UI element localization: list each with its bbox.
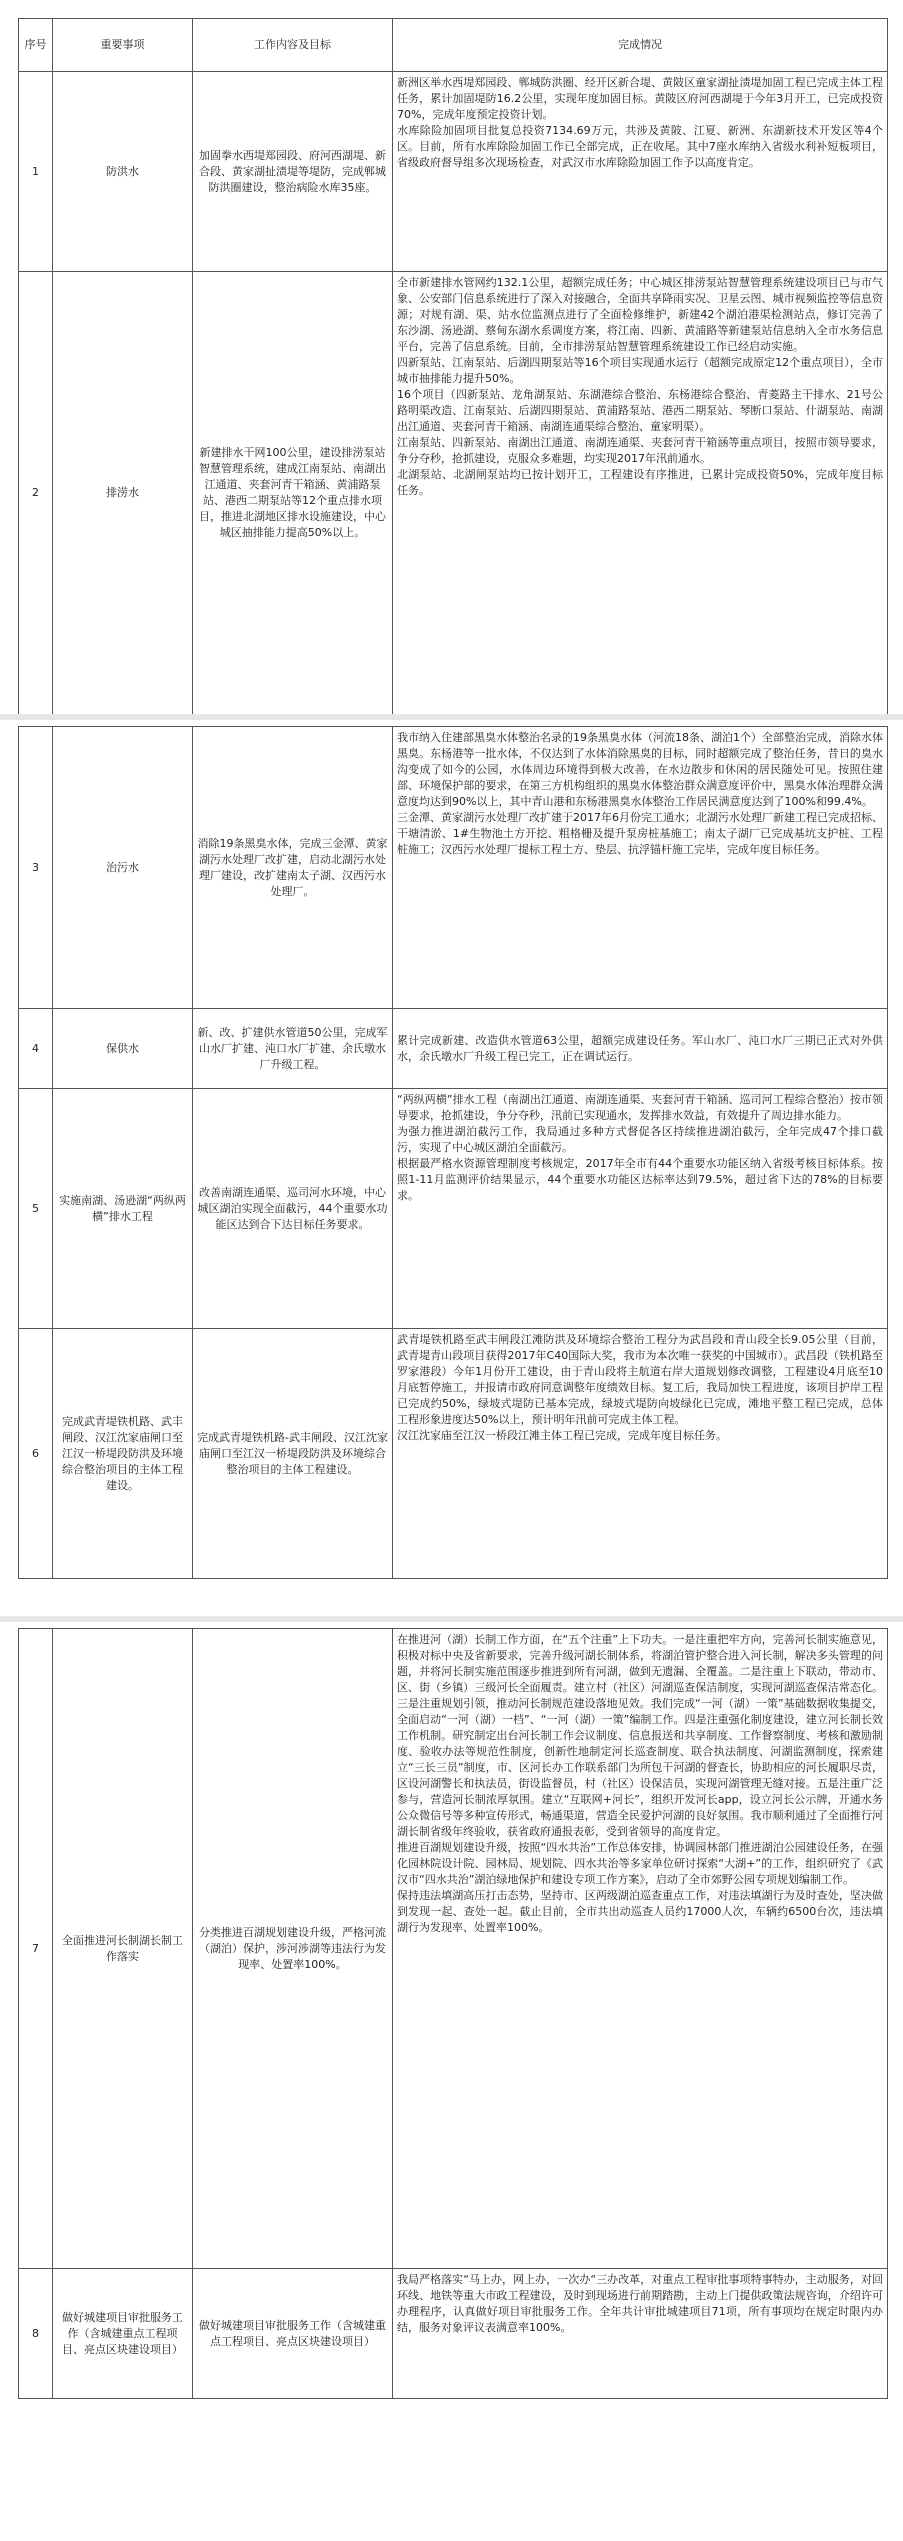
row-goal: 新建排水干网100公里，建设排涝泵站智慧管理系统，建成江南泵站、南湖出江通道、夹套河青干箱涵、黄浦路泵站、港西二期泵站等12个重点排水项目，推进北湖地区排水设施建设，中心城区抽排能力提高50%以上。 [193, 272, 393, 715]
status-table-part-1 [18, 18, 888, 715]
row-item: 防洪水 [53, 72, 193, 272]
header-item: 重要事项 [53, 19, 193, 72]
table-row [19, 1329, 888, 1579]
document-page-3 [18, 1628, 887, 2399]
row-goal: 分类推进百湖规划建设升级，严格河流（湖泊）保护，涉河涉湖等违法行为发现率、处置率100%。 [193, 1629, 393, 2269]
document-page-2 [18, 726, 887, 1579]
row-no: 1 [19, 72, 53, 272]
row-status: 我市纳入住建部黑臭水体整治名录的19条黑臭水体（河流18条、湖泊1个）全部整治完成，消除水体黑臭。东杨港等一批水体，不仅达到了水体消除黑臭的目标，同时超额完成了整治任务，昔日的臭水沟变成了如今的公园，水体周边环境得到极大改善，在水边散步和休闲的居民随处可见。按照住建部、环境保护部的要求，在第三方机构组织的黑臭水体整治群众满意度评价中，黑臭水体治理群众满意度均达到90%以上，其中青山港和东杨港黑臭水体整治工作居民满意度达到了100%和99.4%。 三金潭、黄家湖污水处理厂改扩建于2017年6月份完工通水；北湖污水处理厂新建工程已完成招标、干塘清淤、1#生物池土方开挖、粗格栅及提升泵房桩基施工；南太子湖厂已完成基坑支护桩、工程桩施工；汉西污水处理厂提标工程土方、垫层、抗浮锚杆施工完毕，完成年度目标任务。 [393, 727, 888, 1009]
row-status: 我局严格落实“马上办，网上办，一次办“三办改革，对重点工程审批事项特事特办，主动服务，对回环线、地铁等重大市政工程建设，及时到现场进行前期踏勘，主动上门提供政策法规咨询，介绍许可办理程序，认真做好项目审批服务工作。全年共计审批城建项目71项，所有事项均在规定时限内办结，服务对象评议表满意率100%。 [393, 2269, 888, 2399]
header-no: 序号 [19, 19, 53, 72]
row-status: 在推进河（湖）长制工作方面，在“五个注重”上下功夫。一是注重把牢方向，完善河长制实施意见，积极对标中央及省新要求，完善升级河湖长制体系，将湖泊管护整合进入河长制，解决多头管理的问题，并将河长制实施范围逐步推进到所有河湖，做到无遗漏、全覆盖。二是注重上下联动，带动市、区、街（乡镇）三级河长全面履责。建立村（社区）河湖巡查保洁制度，实现河湖巡查保洁常态化。三是注重规划引领，推动河长制规范建设落地见效。我们完成“一河（湖）一策”基础数据收集提交，全面启动“一河（湖）一档”、“一河（湖）一策”编制工作。四是注重强化制度建设，建立河长制长效工作机制。研究制定出台河长制工作会议制度、信息报送和共享制度、工作督察制度、考核和激励制度、验收办法等规范性制度，创新性地制定河长巡查制度、联合执法制度、河湖监测制度，探索建立“三长三员”制度，市、区河长办工作联系部门为所包干河湖的督查长，协助相应的河长履职尽责，区设河湖警长和执法员，街设监督员，村（社区）设保洁员，实现河湖管理无缝对接。五是注重广泛参与，营造河长制浓厚氛围。建立“互联网+河长”，组织开发河长app，设立河长公示牌，开通水务公众微信号等多种宣传形式，畅通渠道，营造全民爱护河湖的良好氛围。我市顺利通过了全面推行河湖长制省级年终验收，获省政府通报表彰，受到省领导的高度肯定。 推进百湖规划建设升级，按照“四水共治”工作总体安排，协调园林部门推进湖泊公园建设任务，在强化园林院设计院、园林局、规划院、四水共治等多家单位研讨探索“大湖+”的工作，组织研究了《武汉市“四水共治”湖泊绿地保护和建设专项工作方案》，启动了全市郊野公园专项规划编制工作。 保持违法填湖高压打击态势，坚持市、区两级湖泊巡查重点工作，对违法填湖行为及时查处，坚决做到发现一起、查处一起。截止目前，全市共出动巡查人员约17000人次，车辆约6500台次，违法填湖行为发现率、处置率100%。 [393, 1629, 888, 2269]
row-no: 3 [19, 727, 53, 1009]
row-no: 5 [19, 1089, 53, 1329]
row-status: 新洲区举水西堤郑园段、郸城防洪圈、经开区新合堤、黄陂区童家湖扯渍堤加固工程已完成主体工程任务，累计加固堤防16.2公里，实现年度加固目标。黄陂区府河西湖堤于今年3月开工，已完成投资70%，完成年度预定投资计划。 水库除险加固项目批复总投资7134.69万元，共涉及黄陂、江夏、新洲、东湖新技术开发区等4个区。目前，所有水库除险加固工作已全部完成，正在收尾。其中7座水库纳入省级水利补短板项目，省级政府督导组多次现场检查，对武汉市水库除险加固工作予以高度肯定。 [393, 72, 888, 272]
table-row [19, 1629, 888, 2269]
row-goal: 完成武青堤铁机路-武丰闸段、汉江沈家庙闸口至江汉一桥堤段防洪及环境综合整治项目的主体工程建设。 [193, 1329, 393, 1579]
table-row [19, 272, 888, 715]
row-no: 2 [19, 272, 53, 715]
status-table-part-2 [18, 726, 888, 1579]
row-goal: 做好城建项目审批服务工作（含城建重点工程项目、亮点区块建设项目） [193, 2269, 393, 2399]
table-row [19, 727, 888, 1009]
table-row [19, 1089, 888, 1329]
row-goal: 消除19条黑臭水体，完成三金潭、黄家湖污水处理厂改扩建，启动北湖污水处理厂建设，改扩建南太子湖、汉西污水处理厂。 [193, 727, 393, 1009]
table-header-row [19, 19, 888, 72]
page-break [0, 714, 903, 720]
row-item: 保供水 [53, 1009, 193, 1089]
row-status: “两纵两横”排水工程（南湖出江通道、南湖连通渠、夹套河青干箱涵、巡司河工程综合整治）按市领导要求，抢抓建设，争分夺秒，汛前已实现通水，发挥排水效益，有效提升了周边排水能力。 为强力推进湖泊截污工作，我局通过多种方式督促各区持续推进湖泊截污，全年完成47个排口截污，实现了中心城区湖泊全面截污。 根据最严格水资源管理制度考核规定，2017年全市有44个重要水功能区纳入省级考核目标体系。按照1-11月监测评价结果显示，44个重要水功能区达标率达到79.5%，超过省下达的78%的目标要求。 [393, 1089, 888, 1329]
row-goal: 新、改、扩建供水管道50公里，完成军山水厂扩建、沌口水厂扩建、余氏墩水厂升级工程。 [193, 1009, 393, 1089]
status-table-part-3 [18, 1628, 888, 2399]
document-page-1 [18, 18, 887, 715]
table-row [19, 72, 888, 272]
page-break [0, 1616, 903, 1622]
row-no: 8 [19, 2269, 53, 2399]
row-item: 实施南湖、汤逊湖“两纵两横”排水工程 [53, 1089, 193, 1329]
table-row [19, 2269, 888, 2399]
header-goal: 工作内容及目标 [193, 19, 393, 72]
row-no: 7 [19, 1629, 53, 2269]
row-status: 武青堤铁机路至武丰闸段江滩防洪及环境综合整治工程分为武昌段和青山段全长9.05公里（目前，武青堤青山段项目获得2017年C40国际大奖，我市为本次唯一获奖的中国城市）。武昌段（铁机路至罗家港段）今年1月份开工建设，由于青山段将主航道右岸大道规划修改调整，工程建设4月底至10月底暂停施工，并报请市政府同意调整年度绩效目标。复工后，我局加快工程进度，该项目护岸工程已完成约50%，绿坡式堤防已基本完成，绿坡式堤防向坡绿化已完成，滩地平整工程已完成，总体工程形象进度达50%以上，预计明年汛前可完成主体工程。 汉江沈家庙至江汉一桥段江滩主体工程已完成，完成年度目标任务。 [393, 1329, 888, 1579]
row-item: 全面推进河长制湖长制工作落实 [53, 1629, 193, 2269]
row-item: 排涝水 [53, 272, 193, 715]
row-no: 4 [19, 1009, 53, 1089]
table-row [19, 1009, 888, 1089]
row-status: 累计完成新建、改造供水管道63公里，超额完成建设任务。军山水厂、沌口水厂三期已正式对外供水，余氏墩水厂升级工程已完工，正在调试运行。 [393, 1009, 888, 1089]
row-item: 治污水 [53, 727, 193, 1009]
header-status: 完成情况 [393, 19, 888, 72]
row-item: 做好城建项目审批服务工作（含城建重点工程项目、亮点区块建设项目） [53, 2269, 193, 2399]
row-status: 全市新建排水管网约132.1公里，超额完成任务；中心城区排涝泵站智慧管理系统建设项目已与市气象、公安部门信息系统进行了深入对接融合，全面共享降雨实况、卫星云图、城市视频监控等信息资源；对规有湖、渠、站水位监测点进行了全面检修维护，新建42个湖泊港渠检测站点，修订完善了东沙湖、汤逊湖、蔡甸东湖水系调度方案，将江南、四新、黄浦路等新建泵站信息纳入全市水务信息平台，完善了信息系统。目前，全市排涝泵站智慧管理系统建设工作已经启动实施。 四新泵站、江南泵站、后湖四期泵站等16个项目实现通水运行（超额完成原定12个重点项目），全市城市抽排能力提升50%。 16个项目（四新泵站、龙角湖泵站、东湖港综合整治、东杨港综合整治、青菱路主干排水、21号公路明渠改造、江南泵站、后湖四期泵站、黄浦路泵站、港西二期泵站、琴断口泵站、什湖泵站、南湖出江通道、夹套河青干箱涵、南湖连通渠综合整治、童家明渠）。 江南泵站、四新泵站、南湖出江通道、南湖连通渠、夹套河青干箱涵等重点项目，按照市领导要求，争分夺秒，抢抓建设，克服众多难题，均实现2017年汛前通水。 北湖泵站、北湖闸泵站均已按计划开工，工程建设有序推进，已累计完成投资50%，完成年度目标任务。 [393, 272, 888, 715]
row-goal: 改善南湖连通渠、巡司河水环境，中心城区湖泊实现全面截污，44个重要水功能区达到合下达目标任务要求。 [193, 1089, 393, 1329]
row-item: 完成武青堤铁机路、武丰闸段、汉江沈家庙闸口至江汉一桥堤段防洪及环境综合整治项目的主体工程建设。 [53, 1329, 193, 1579]
row-no: 6 [19, 1329, 53, 1579]
row-goal: 加固拳水西堤郑园段、府河西湖堤、新合段、黄家湖扯渍堤等堤防，完成郸城防洪圈建设，整治病险水库35座。 [193, 72, 393, 272]
